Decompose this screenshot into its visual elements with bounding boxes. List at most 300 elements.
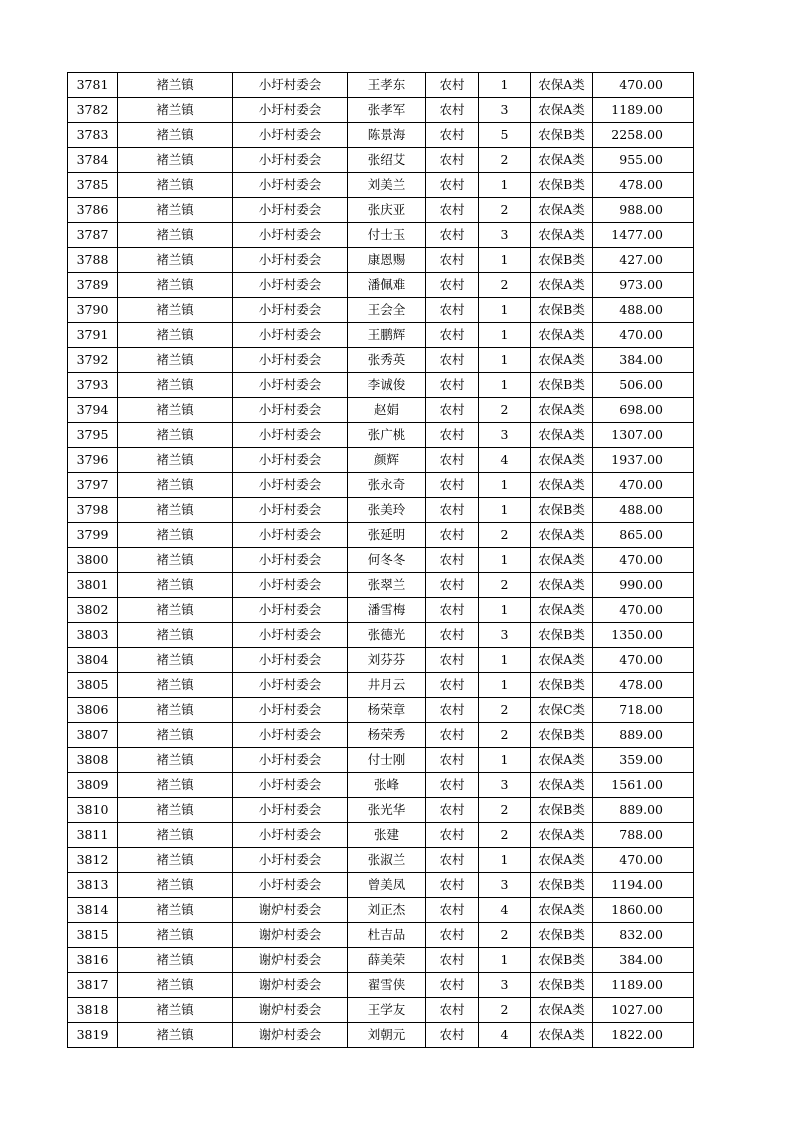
- table-row: [68, 1023, 694, 1048]
- household-size-cell: 1: [479, 948, 531, 973]
- area-type-cell: 农村: [426, 973, 479, 998]
- area-type-cell: 农村: [426, 948, 479, 973]
- row-number-cell: 3806: [68, 698, 118, 723]
- amount-cell: 470.00: [593, 548, 694, 573]
- row-number-cell: 3794: [68, 398, 118, 423]
- name-cell: 张美玲: [348, 498, 426, 523]
- household-size-cell: 2: [479, 998, 531, 1023]
- insurance-category-cell: 农保A类: [531, 148, 593, 173]
- town-cell: 褚兰镇: [118, 423, 233, 448]
- name-cell: 张绍艾: [348, 148, 426, 173]
- name-cell: 李诚俊: [348, 373, 426, 398]
- town-cell: 褚兰镇: [118, 623, 233, 648]
- table-row: [68, 148, 694, 173]
- household-size-cell: 1: [479, 498, 531, 523]
- village-committee-cell: 小圩村委会: [233, 873, 348, 898]
- town-cell: 褚兰镇: [118, 373, 233, 398]
- area-type-cell: 农村: [426, 523, 479, 548]
- household-size-cell: 2: [479, 723, 531, 748]
- town-cell: 褚兰镇: [118, 73, 233, 98]
- row-number-cell: 3807: [68, 723, 118, 748]
- row-number-cell: 3784: [68, 148, 118, 173]
- village-committee-cell: 小圩村委会: [233, 473, 348, 498]
- area-type-cell: 农村: [426, 598, 479, 623]
- household-size-cell: 1: [479, 598, 531, 623]
- row-number-cell: 3791: [68, 323, 118, 348]
- village-committee-cell: 小圩村委会: [233, 173, 348, 198]
- area-type-cell: 农村: [426, 923, 479, 948]
- village-committee-cell: 谢炉村委会: [233, 1023, 348, 1048]
- area-type-cell: 农村: [426, 223, 479, 248]
- area-type-cell: 农村: [426, 623, 479, 648]
- name-cell: 刘美兰: [348, 173, 426, 198]
- amount-cell: 1860.00: [593, 898, 694, 923]
- table-row: [68, 473, 694, 498]
- amount-cell: 1561.00: [593, 773, 694, 798]
- town-cell: 褚兰镇: [118, 98, 233, 123]
- area-type-cell: 农村: [426, 748, 479, 773]
- amount-cell: 1189.00: [593, 98, 694, 123]
- town-cell: 褚兰镇: [118, 148, 233, 173]
- row-number-cell: 3813: [68, 873, 118, 898]
- insurance-category-cell: 农保A类: [531, 323, 593, 348]
- village-committee-cell: 小圩村委会: [233, 123, 348, 148]
- insurance-category-cell: 农保A类: [531, 648, 593, 673]
- insurance-category-cell: 农保B类: [531, 923, 593, 948]
- insurance-category-cell: 农保A类: [531, 398, 593, 423]
- insurance-category-cell: 农保A类: [531, 73, 593, 98]
- village-committee-cell: 小圩村委会: [233, 498, 348, 523]
- household-size-cell: 1: [479, 473, 531, 498]
- insurance-category-cell: 农保B类: [531, 373, 593, 398]
- records-table: [67, 72, 694, 1048]
- village-committee-cell: 谢炉村委会: [233, 973, 348, 998]
- household-size-cell: 2: [479, 198, 531, 223]
- village-committee-cell: 谢炉村委会: [233, 923, 348, 948]
- table-row: [68, 223, 694, 248]
- table-row: [68, 98, 694, 123]
- insurance-category-cell: 农保B类: [531, 248, 593, 273]
- table-row: [68, 273, 694, 298]
- insurance-category-cell: 农保A类: [531, 523, 593, 548]
- insurance-category-cell: 农保B类: [531, 873, 593, 898]
- amount-cell: 359.00: [593, 748, 694, 773]
- household-size-cell: 1: [479, 748, 531, 773]
- household-size-cell: 4: [479, 1023, 531, 1048]
- town-cell: 褚兰镇: [118, 323, 233, 348]
- table-row: [68, 673, 694, 698]
- row-number-cell: 3812: [68, 848, 118, 873]
- name-cell: 康恩赐: [348, 248, 426, 273]
- village-committee-cell: 小圩村委会: [233, 398, 348, 423]
- village-committee-cell: 小圩村委会: [233, 623, 348, 648]
- table-row: [68, 698, 694, 723]
- area-type-cell: 农村: [426, 248, 479, 273]
- household-size-cell: 1: [479, 298, 531, 323]
- table-row: [68, 248, 694, 273]
- village-committee-cell: 小圩村委会: [233, 673, 348, 698]
- area-type-cell: 农村: [426, 448, 479, 473]
- household-size-cell: 3: [479, 873, 531, 898]
- row-number-cell: 3793: [68, 373, 118, 398]
- row-number-cell: 3818: [68, 998, 118, 1023]
- amount-cell: 384.00: [593, 948, 694, 973]
- insurance-category-cell: 农保A类: [531, 848, 593, 873]
- amount-cell: 1822.00: [593, 1023, 694, 1048]
- row-number-cell: 3787: [68, 223, 118, 248]
- area-type-cell: 农村: [426, 298, 479, 323]
- village-committee-cell: 小圩村委会: [233, 273, 348, 298]
- name-cell: 杨荣章: [348, 698, 426, 723]
- row-number-cell: 3805: [68, 673, 118, 698]
- town-cell: 褚兰镇: [118, 873, 233, 898]
- town-cell: 褚兰镇: [118, 698, 233, 723]
- table-row: [68, 123, 694, 148]
- town-cell: 褚兰镇: [118, 248, 233, 273]
- amount-cell: 889.00: [593, 723, 694, 748]
- area-type-cell: 农村: [426, 173, 479, 198]
- household-size-cell: 1: [479, 673, 531, 698]
- row-number-cell: 3802: [68, 598, 118, 623]
- insurance-category-cell: 农保A类: [531, 548, 593, 573]
- insurance-category-cell: 农保A类: [531, 473, 593, 498]
- village-committee-cell: 谢炉村委会: [233, 898, 348, 923]
- amount-cell: 384.00: [593, 348, 694, 373]
- amount-cell: 698.00: [593, 398, 694, 423]
- town-cell: 褚兰镇: [118, 998, 233, 1023]
- area-type-cell: 农村: [426, 698, 479, 723]
- insurance-category-cell: 农保B类: [531, 623, 593, 648]
- household-size-cell: 1: [479, 548, 531, 573]
- household-size-cell: 1: [479, 648, 531, 673]
- area-type-cell: 农村: [426, 723, 479, 748]
- name-cell: 赵娟: [348, 398, 426, 423]
- row-number-cell: 3801: [68, 573, 118, 598]
- household-size-cell: 2: [479, 823, 531, 848]
- name-cell: 张德光: [348, 623, 426, 648]
- town-cell: 褚兰镇: [118, 123, 233, 148]
- insurance-category-cell: 农保B类: [531, 948, 593, 973]
- amount-cell: 1937.00: [593, 448, 694, 473]
- name-cell: 付士刚: [348, 748, 426, 773]
- amount-cell: 1027.00: [593, 998, 694, 1023]
- table-row: [68, 173, 694, 198]
- area-type-cell: 农村: [426, 898, 479, 923]
- village-committee-cell: 小圩村委会: [233, 773, 348, 798]
- household-size-cell: 1: [479, 848, 531, 873]
- area-type-cell: 农村: [426, 473, 479, 498]
- table-row: [68, 748, 694, 773]
- table-row: [68, 298, 694, 323]
- town-cell: 褚兰镇: [118, 823, 233, 848]
- household-size-cell: 1: [479, 173, 531, 198]
- amount-cell: 470.00: [593, 848, 694, 873]
- table-row: [68, 198, 694, 223]
- household-size-cell: 4: [479, 898, 531, 923]
- household-size-cell: 3: [479, 623, 531, 648]
- row-number-cell: 3798: [68, 498, 118, 523]
- table-body: [68, 73, 694, 1048]
- insurance-category-cell: 农保A类: [531, 598, 593, 623]
- name-cell: 张秀英: [348, 348, 426, 373]
- household-size-cell: 2: [479, 573, 531, 598]
- amount-cell: 718.00: [593, 698, 694, 723]
- row-number-cell: 3816: [68, 948, 118, 973]
- row-number-cell: 3796: [68, 448, 118, 473]
- amount-cell: 470.00: [593, 473, 694, 498]
- name-cell: 张广桃: [348, 423, 426, 448]
- table-row: [68, 323, 694, 348]
- household-size-cell: 1: [479, 323, 531, 348]
- table-row: [68, 73, 694, 98]
- town-cell: 褚兰镇: [118, 273, 233, 298]
- amount-cell: 470.00: [593, 73, 694, 98]
- household-size-cell: 1: [479, 73, 531, 98]
- name-cell: 张光华: [348, 798, 426, 823]
- area-type-cell: 农村: [426, 673, 479, 698]
- village-committee-cell: 小圩村委会: [233, 573, 348, 598]
- household-size-cell: 2: [479, 798, 531, 823]
- amount-cell: 988.00: [593, 198, 694, 223]
- row-number-cell: 3800: [68, 548, 118, 573]
- town-cell: 褚兰镇: [118, 498, 233, 523]
- amount-cell: 470.00: [593, 598, 694, 623]
- town-cell: 褚兰镇: [118, 298, 233, 323]
- amount-cell: 865.00: [593, 523, 694, 548]
- table-row: [68, 498, 694, 523]
- row-number-cell: 3781: [68, 73, 118, 98]
- table-row: [68, 523, 694, 548]
- town-cell: 褚兰镇: [118, 473, 233, 498]
- row-number-cell: 3786: [68, 198, 118, 223]
- area-type-cell: 农村: [426, 773, 479, 798]
- name-cell: 王学友: [348, 998, 426, 1023]
- table-row: [68, 873, 694, 898]
- town-cell: 褚兰镇: [118, 773, 233, 798]
- household-size-cell: 4: [479, 448, 531, 473]
- village-committee-cell: 小圩村委会: [233, 848, 348, 873]
- area-type-cell: 农村: [426, 648, 479, 673]
- village-committee-cell: 小圩村委会: [233, 423, 348, 448]
- area-type-cell: 农村: [426, 498, 479, 523]
- insurance-category-cell: 农保A类: [531, 448, 593, 473]
- row-number-cell: 3803: [68, 623, 118, 648]
- name-cell: 张建: [348, 823, 426, 848]
- household-size-cell: 2: [479, 698, 531, 723]
- town-cell: 褚兰镇: [118, 748, 233, 773]
- insurance-category-cell: 农保B类: [531, 173, 593, 198]
- village-committee-cell: 小圩村委会: [233, 248, 348, 273]
- village-committee-cell: 小圩村委会: [233, 198, 348, 223]
- insurance-category-cell: 农保A类: [531, 998, 593, 1023]
- town-cell: 褚兰镇: [118, 173, 233, 198]
- town-cell: 褚兰镇: [118, 1023, 233, 1048]
- table-row: [68, 948, 694, 973]
- name-cell: 王鹏辉: [348, 323, 426, 348]
- table-row: [68, 548, 694, 573]
- table-row: [68, 973, 694, 998]
- household-size-cell: 2: [479, 273, 531, 298]
- town-cell: 褚兰镇: [118, 548, 233, 573]
- town-cell: 褚兰镇: [118, 723, 233, 748]
- amount-cell: 955.00: [593, 148, 694, 173]
- amount-cell: 832.00: [593, 923, 694, 948]
- table-row: [68, 598, 694, 623]
- town-cell: 褚兰镇: [118, 848, 233, 873]
- name-cell: 付士玉: [348, 223, 426, 248]
- town-cell: 褚兰镇: [118, 348, 233, 373]
- amount-cell: 488.00: [593, 498, 694, 523]
- village-committee-cell: 小圩村委会: [233, 698, 348, 723]
- row-number-cell: 3792: [68, 348, 118, 373]
- amount-cell: 478.00: [593, 173, 694, 198]
- row-number-cell: 3817: [68, 973, 118, 998]
- town-cell: 褚兰镇: [118, 948, 233, 973]
- area-type-cell: 农村: [426, 873, 479, 898]
- area-type-cell: 农村: [426, 348, 479, 373]
- name-cell: 刘正杰: [348, 898, 426, 923]
- row-number-cell: 3799: [68, 523, 118, 548]
- table-row: [68, 398, 694, 423]
- town-cell: 褚兰镇: [118, 198, 233, 223]
- table-row: [68, 823, 694, 848]
- area-type-cell: 农村: [426, 573, 479, 598]
- row-number-cell: 3814: [68, 898, 118, 923]
- row-number-cell: 3795: [68, 423, 118, 448]
- household-size-cell: 5: [479, 123, 531, 148]
- row-number-cell: 3808: [68, 748, 118, 773]
- insurance-category-cell: 农保A类: [531, 273, 593, 298]
- name-cell: 张孝军: [348, 98, 426, 123]
- row-number-cell: 3797: [68, 473, 118, 498]
- amount-cell: 889.00: [593, 798, 694, 823]
- town-cell: 褚兰镇: [118, 898, 233, 923]
- town-cell: 褚兰镇: [118, 923, 233, 948]
- village-committee-cell: 小圩村委会: [233, 323, 348, 348]
- village-committee-cell: 小圩村委会: [233, 823, 348, 848]
- row-number-cell: 3788: [68, 248, 118, 273]
- town-cell: 褚兰镇: [118, 673, 233, 698]
- village-committee-cell: 谢炉村委会: [233, 948, 348, 973]
- amount-cell: 470.00: [593, 323, 694, 348]
- name-cell: 陈景海: [348, 123, 426, 148]
- table-row: [68, 998, 694, 1023]
- amount-cell: 506.00: [593, 373, 694, 398]
- row-number-cell: 3790: [68, 298, 118, 323]
- amount-cell: 427.00: [593, 248, 694, 273]
- table-row: [68, 648, 694, 673]
- village-committee-cell: 小圩村委会: [233, 223, 348, 248]
- village-committee-cell: 小圩村委会: [233, 348, 348, 373]
- village-committee-cell: 小圩村委会: [233, 523, 348, 548]
- row-number-cell: 3815: [68, 923, 118, 948]
- amount-cell: 488.00: [593, 298, 694, 323]
- table-row: [68, 898, 694, 923]
- household-size-cell: 1: [479, 373, 531, 398]
- insurance-category-cell: 农保A类: [531, 748, 593, 773]
- row-number-cell: 3809: [68, 773, 118, 798]
- insurance-category-cell: 农保A类: [531, 773, 593, 798]
- town-cell: 褚兰镇: [118, 598, 233, 623]
- town-cell: 褚兰镇: [118, 523, 233, 548]
- row-number-cell: 3811: [68, 823, 118, 848]
- area-type-cell: 农村: [426, 823, 479, 848]
- insurance-category-cell: 农保B类: [531, 498, 593, 523]
- table-row: [68, 373, 694, 398]
- name-cell: 张翠兰: [348, 573, 426, 598]
- amount-cell: 973.00: [593, 273, 694, 298]
- insurance-category-cell: 农保B类: [531, 798, 593, 823]
- household-size-cell: 2: [479, 398, 531, 423]
- name-cell: 潘雪梅: [348, 598, 426, 623]
- area-type-cell: 农村: [426, 148, 479, 173]
- household-size-cell: 2: [479, 148, 531, 173]
- household-size-cell: 2: [479, 923, 531, 948]
- name-cell: 薛美荣: [348, 948, 426, 973]
- town-cell: 褚兰镇: [118, 448, 233, 473]
- town-cell: 褚兰镇: [118, 798, 233, 823]
- area-type-cell: 农村: [426, 198, 479, 223]
- name-cell: 颜辉: [348, 448, 426, 473]
- household-size-cell: 3: [479, 98, 531, 123]
- insurance-category-cell: 农保A类: [531, 98, 593, 123]
- household-size-cell: 3: [479, 223, 531, 248]
- amount-cell: 788.00: [593, 823, 694, 848]
- insurance-category-cell: 农保B类: [531, 298, 593, 323]
- insurance-category-cell: 农保A类: [531, 198, 593, 223]
- insurance-category-cell: 农保A类: [531, 898, 593, 923]
- town-cell: 褚兰镇: [118, 648, 233, 673]
- table-row: [68, 773, 694, 798]
- table-row: [68, 923, 694, 948]
- area-type-cell: 农村: [426, 323, 479, 348]
- table-row: [68, 348, 694, 373]
- table-row: [68, 848, 694, 873]
- area-type-cell: 农村: [426, 398, 479, 423]
- table-row: [68, 623, 694, 648]
- row-number-cell: 3782: [68, 98, 118, 123]
- name-cell: 曾美凤: [348, 873, 426, 898]
- insurance-category-cell: 农保A类: [531, 823, 593, 848]
- name-cell: 张永奇: [348, 473, 426, 498]
- name-cell: 潘佩难: [348, 273, 426, 298]
- name-cell: 刘朝元: [348, 1023, 426, 1048]
- row-number-cell: 3819: [68, 1023, 118, 1048]
- row-number-cell: 3789: [68, 273, 118, 298]
- area-type-cell: 农村: [426, 548, 479, 573]
- amount-cell: 2258.00: [593, 123, 694, 148]
- name-cell: 王会全: [348, 298, 426, 323]
- household-size-cell: 3: [479, 973, 531, 998]
- village-committee-cell: 小圩村委会: [233, 648, 348, 673]
- area-type-cell: 农村: [426, 423, 479, 448]
- amount-cell: 1194.00: [593, 873, 694, 898]
- insurance-category-cell: 农保A类: [531, 573, 593, 598]
- area-type-cell: 农村: [426, 273, 479, 298]
- village-committee-cell: 小圩村委会: [233, 148, 348, 173]
- name-cell: 何冬冬: [348, 548, 426, 573]
- amount-cell: 990.00: [593, 573, 694, 598]
- row-number-cell: 3783: [68, 123, 118, 148]
- name-cell: 张峰: [348, 773, 426, 798]
- name-cell: 王孝东: [348, 73, 426, 98]
- insurance-category-cell: 农保B类: [531, 123, 593, 148]
- village-committee-cell: 小圩村委会: [233, 98, 348, 123]
- name-cell: 翟雪侠: [348, 973, 426, 998]
- town-cell: 褚兰镇: [118, 973, 233, 998]
- village-committee-cell: 小圩村委会: [233, 548, 348, 573]
- town-cell: 褚兰镇: [118, 223, 233, 248]
